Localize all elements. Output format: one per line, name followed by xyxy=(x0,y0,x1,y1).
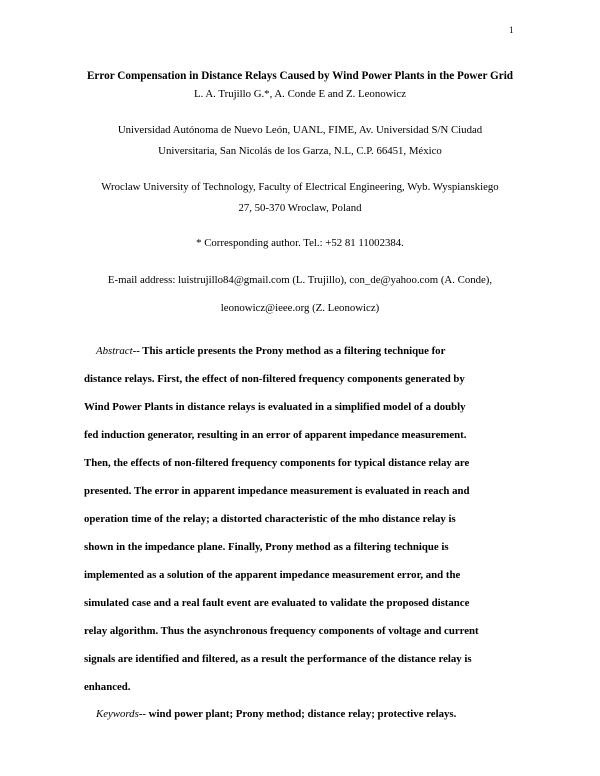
abstract-line: fed induction generator, resulting in an error of apparent impedance measurement. xyxy=(84,429,467,441)
email-line-1: E-mail address: luistrujillo84@gmail.com (L. Trujillo), con_de@yahoo.com (A. Conde), xyxy=(107,274,493,286)
abstract-label: Abstract xyxy=(96,345,133,357)
abstract-first-line xyxy=(96,345,445,357)
page-number: 1 xyxy=(509,25,514,35)
abstract-first-line-text: -- This article presents the Prony method as a filtering technique for xyxy=(132,345,446,357)
abstract-line: distance relays. First, the effect of non-filtered frequency components generated by xyxy=(84,373,465,385)
affiliation-1-line-2: Universitaria, San Nicolás de los Garza, N.L, C.P. 66451, México xyxy=(158,145,442,157)
corresponding-author: * Corresponding author. Tel.: +52 81 11002384. xyxy=(196,237,404,249)
email-line-2: leonowicz@ieee.org (Z. Leonowicz) xyxy=(220,302,380,314)
abstract-line: Wind Power Plants in distance relays is evaluated in a simplified model of a doubly xyxy=(84,401,466,413)
abstract-line: Then, the effects of non-filtered frequency components for typical distance relay are xyxy=(84,457,470,469)
abstract-line: implemented as a solution of the apparent impedance measurement error, and the xyxy=(84,569,461,581)
abstract-line: operation time of the relay; a distorted characteristic of the mho distance relay is xyxy=(84,513,456,525)
abstract-line: presented. The error in apparent impedance measurement is evaluated in reach and xyxy=(84,485,470,497)
keywords-text: -- wind power plant; Prony method; distance relay; protective relays. xyxy=(138,708,457,720)
keywords-label: Keywords xyxy=(96,708,139,720)
abstract-line: shown in the impedance plane. Finally, Prony method as a filtering technique is xyxy=(84,541,449,553)
keywords xyxy=(96,708,456,720)
affiliation-2-line-2: 27, 50-370 Wroclaw, Poland xyxy=(238,202,362,214)
authors: L. A. Trujillo G.*, A. Conde E and Z. Leonowicz xyxy=(193,88,407,100)
paper-title: Error Compensation in Distance Relays Caused by Wind Power Plants in the Power Grid xyxy=(86,70,514,82)
abstract-line: relay algorithm. Thus the asynchronous frequency components of voltage and current xyxy=(84,625,479,637)
affiliation-1-line-1: Universidad Autónoma de Nuevo León, UANL, FIME, Av. Universidad S/N Ciudad xyxy=(117,124,483,136)
abstract-line: signals are identified and filtered, as a result the performance of the distance relay is xyxy=(84,653,472,665)
affiliation-2-line-1: Wroclaw University of Technology, Faculty of Electrical Engineering, Wyb. Wyspianskiego xyxy=(101,181,499,193)
abstract-line: simulated case and a real fault event are evaluated to validate the proposed distance xyxy=(84,597,470,609)
abstract-line: enhanced. xyxy=(84,681,131,693)
